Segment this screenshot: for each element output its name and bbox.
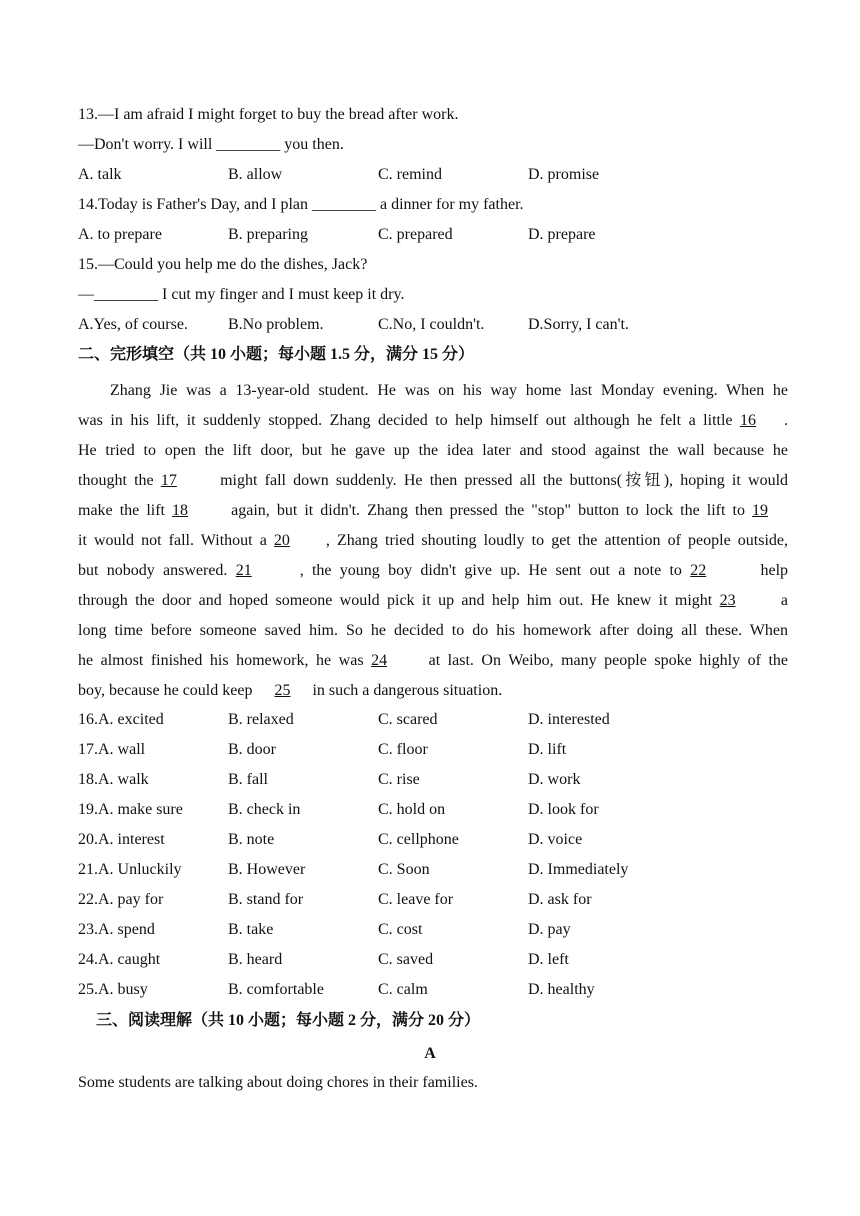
passage-line: through the door and hoped someone would pick it up and help him out. He knew it might 23 a: [78, 586, 788, 616]
cloze-options-23: [78, 920, 798, 940]
blank-24: 24: [371, 652, 388, 669]
cloze-options-20: [78, 830, 798, 850]
option-d: D. interested: [528, 711, 610, 728]
option-b: B. stand for: [228, 891, 304, 908]
option-b: B. comfortable: [228, 981, 324, 998]
option-c: C. scared: [378, 711, 438, 728]
passage-line: was in his lift, it suddenly stopped. Zhang decided to help himself out although he felt a little 16 .: [78, 406, 788, 436]
option-c: C. rise: [378, 771, 420, 788]
q14-option-c: C. prepared: [378, 226, 453, 243]
passage-line: but nobody answered. 21 , the young boy didn't give up. He sent out a note to 22 help: [78, 556, 788, 586]
option-a: 25.A. busy: [78, 981, 148, 998]
option-a: 22.A. pay for: [78, 891, 164, 908]
q14-stem: 14.Today is Father's Day, and I plan ________ a dinner for my father.: [78, 196, 524, 213]
option-c: C. hold on: [378, 801, 446, 818]
q15-option-b: B.No problem.: [228, 316, 324, 333]
option-b: B. door: [228, 741, 276, 758]
cloze-options-22: [78, 890, 798, 910]
option-b: B. However: [228, 861, 306, 878]
option-c: C. leave for: [378, 891, 454, 908]
option-a: 17.A. wall: [78, 741, 146, 758]
reading-intro: Some students are talking about doing chores in their families.: [78, 1074, 478, 1091]
option-b: B. note: [228, 831, 275, 848]
option-d: D. look for: [528, 801, 599, 818]
passage-line: thought the 17 might fall down suddenly. He then pressed all the buttons(按钮), hoping it would: [78, 466, 788, 496]
section-heading-cloze: 二、完形填空（共 10 小题；每小题 1.5 分，满分 15 分）: [78, 346, 475, 363]
reading-part-label: A: [424, 1045, 436, 1062]
option-d: D. work: [528, 771, 581, 788]
cloze-options-21: [78, 860, 798, 880]
q15-stem: 15.—Could you help me do the dishes, Jack?: [78, 256, 368, 273]
q13-option-b: B. allow: [228, 166, 283, 183]
option-a: 16.A. excited: [78, 711, 164, 728]
q13-option-c: C. remind: [378, 166, 442, 183]
cloze-options-16: [78, 710, 798, 730]
option-d: D. voice: [528, 831, 583, 848]
blank-19: 19: [752, 502, 769, 519]
q13-stem: 13.—I am afraid I might forget to buy the bread after work.: [78, 106, 459, 123]
option-c: C. cellphone: [378, 831, 459, 848]
q15-response: —________ I cut my finger and I must keep it dry.: [78, 286, 405, 303]
section-heading-reading: 三、阅读理解（共 10 小题；每小题 2 分，满分 20 分）: [96, 1012, 481, 1029]
option-a: 24.A. caught: [78, 951, 161, 968]
cloze-options-25: [78, 980, 798, 1000]
q14-option-d: D. prepare: [528, 226, 596, 243]
q14-option-b: B. preparing: [228, 226, 308, 243]
q13-response: —Don't worry. I will ________ you then.: [78, 136, 344, 153]
option-c: C. saved: [378, 951, 434, 968]
option-d: D. ask for: [528, 891, 592, 908]
option-d: D. pay: [528, 921, 571, 938]
option-c: C. calm: [378, 981, 428, 998]
option-c: C. cost: [378, 921, 423, 938]
passage-line: it would not fall. Without a 20 , Zhang tried shouting loudly to get the attention of people outside,: [78, 526, 788, 556]
passage-line: long time before someone saved him. So he decided to do his homework after doing all these. When: [78, 622, 788, 639]
blank-22: 22: [690, 562, 707, 579]
option-a: 23.A. spend: [78, 921, 155, 938]
q15-option-a: A.Yes, of course.: [78, 316, 188, 333]
blank-25: 25: [274, 682, 291, 699]
cloze-passage: [78, 376, 788, 706]
option-a: 21.A. Unluckily: [78, 861, 182, 878]
option-d: D. healthy: [528, 981, 595, 998]
q15-option-d: D.Sorry, I can't.: [528, 316, 629, 333]
passage-line: He tried to open the lift door, but he gave up the idea later and stood against the wall because he: [78, 442, 788, 459]
cloze-options-18: [78, 770, 798, 790]
q15-options: [78, 315, 798, 335]
q13-options: [78, 165, 798, 185]
passage-line: he almost finished his homework, he was 24 at last. On Weibo, many people spoke highly of the: [78, 646, 788, 676]
passage-line: make the lift 18 again, but it didn't. Zhang then pressed the "stop" button to lock the lift to 19: [78, 496, 788, 526]
option-b: B. fall: [228, 771, 268, 788]
passage-line: boy, because he could keep 25 in such a dangerous situation.: [78, 676, 788, 706]
q13-option-d: D. promise: [528, 166, 600, 183]
option-b: B. relaxed: [228, 711, 294, 728]
q14-options: [78, 225, 798, 245]
blank-18: 18: [172, 502, 189, 519]
option-d: D. Immediately: [528, 861, 629, 878]
cloze-options-19: [78, 800, 798, 820]
option-c: C. Soon: [378, 861, 430, 878]
option-a: 20.A. interest: [78, 831, 165, 848]
q13-option-a: A. talk: [78, 166, 122, 183]
option-a: 19.A. make sure: [78, 801, 183, 818]
blank-23: 23: [719, 592, 736, 609]
blank-20: 20: [273, 532, 290, 549]
option-b: B. heard: [228, 951, 283, 968]
option-d: D. left: [528, 951, 569, 968]
option-c: C. floor: [378, 741, 428, 758]
cloze-options-17: [78, 740, 798, 760]
option-b: B. take: [228, 921, 274, 938]
option-a: 18.A. walk: [78, 771, 149, 788]
blank-16: 16: [740, 412, 756, 429]
cloze-options-24: [78, 950, 798, 970]
q14-option-a: A. to prepare: [78, 226, 162, 243]
q15-option-c: C.No, I couldn't.: [378, 316, 485, 333]
option-d: D. lift: [528, 741, 567, 758]
blank-21: 21: [235, 562, 252, 579]
blank-17: 17: [160, 472, 177, 489]
passage-line: Zhang Jie was a 13-year-old student. He was on his way home last Monday evening. When he: [110, 382, 788, 399]
option-b: B. check in: [228, 801, 301, 818]
